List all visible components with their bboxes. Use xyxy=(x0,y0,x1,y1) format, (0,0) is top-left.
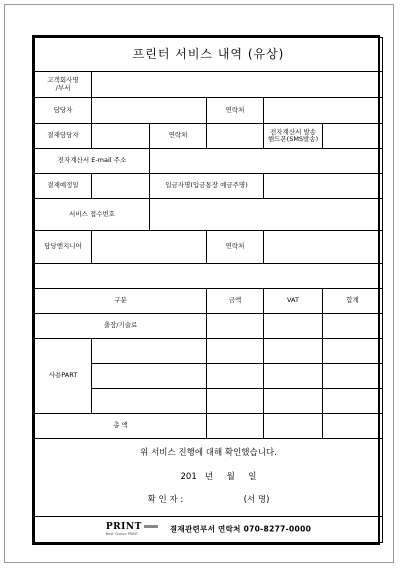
service-receipt-label: 서비스 접수번호 xyxy=(35,199,150,231)
engineer-contact-field[interactable] xyxy=(264,231,383,264)
confirmation-date[interactable]: 201 년 월 일 xyxy=(180,471,257,482)
travel-fee-amount[interactable] xyxy=(207,314,264,339)
signature-field[interactable]: (서 명) xyxy=(243,495,270,506)
print-logo-text: PRINT xyxy=(105,521,142,532)
parts-item-3[interactable] xyxy=(92,389,207,414)
confirmer-label: 확 인 자 : xyxy=(147,495,184,506)
travel-fee-total[interactable] xyxy=(323,314,383,339)
form-title-text: 프린터 서비스 내역 (유상) xyxy=(132,46,285,61)
parts-vat-1[interactable] xyxy=(264,339,323,364)
footer-contact: 결재관련부서 연락처 070-8277-0000 xyxy=(169,524,312,534)
form-title xyxy=(35,38,383,72)
payment-contact-label: 연락처 xyxy=(150,124,207,149)
document-page xyxy=(4,4,394,563)
depositor-field[interactable] xyxy=(264,174,383,199)
payment-contact-field[interactable] xyxy=(207,124,264,149)
engineer-contact-label: 연락처 xyxy=(207,231,264,264)
header-total: 합계 xyxy=(323,289,383,314)
manager-contact-field[interactable] xyxy=(264,98,383,124)
manager-field[interactable] xyxy=(92,98,207,124)
payment-date-field[interactable] xyxy=(92,174,150,199)
parts-vat-2[interactable] xyxy=(264,364,323,389)
manager-label: 담당자 xyxy=(35,98,92,124)
confirmation-signer-line xyxy=(35,496,382,506)
tax-invoice-phone-field[interactable] xyxy=(323,124,383,149)
confirmation-section xyxy=(35,439,383,517)
parts-total-1[interactable] xyxy=(323,339,383,364)
depositor-label: 입금자명(입금통장 예금주명) xyxy=(150,174,264,199)
manager-contact-label: 연락처 xyxy=(207,98,264,124)
footer xyxy=(35,517,383,543)
parts-total-2[interactable] xyxy=(323,364,383,389)
parts-total-3[interactable] xyxy=(323,389,383,414)
parts-amount-3[interactable] xyxy=(207,389,264,414)
spacer-row xyxy=(35,264,383,289)
logo-bar-icon xyxy=(144,525,158,528)
payment-manager-field[interactable] xyxy=(92,124,150,149)
parts-amount-2[interactable] xyxy=(207,364,264,389)
total-vat[interactable] xyxy=(264,414,323,439)
total-sum[interactable] xyxy=(323,414,383,439)
payment-manager-label: 결재담당자 xyxy=(35,124,92,149)
parts-item-2[interactable] xyxy=(92,364,207,389)
header-amount: 금액 xyxy=(207,289,264,314)
travel-fee-label: 출장/기술료 xyxy=(35,314,207,339)
confirmation-statement: 위 서비스 진행에 대해 확인했습니다. xyxy=(140,447,277,458)
header-vat: VAT xyxy=(264,289,323,314)
tax-invoice-email-field[interactable] xyxy=(150,149,383,174)
tax-invoice-phone-label: 전자계산서 발송 핸드폰(SMS발송) xyxy=(264,124,323,149)
print-logo xyxy=(106,523,158,537)
service-form-table xyxy=(34,37,383,543)
tax-invoice-email-label: 전자계산서 E-mail 주소 xyxy=(35,149,150,174)
travel-fee-vat[interactable] xyxy=(264,314,323,339)
print-logo-subtext: Best Choice PRINT xyxy=(105,531,139,536)
company-label: 고객회사명 /부서 xyxy=(35,72,92,98)
service-form xyxy=(32,35,380,545)
total-amount[interactable] xyxy=(207,414,264,439)
engineer-label: 담당엔지니어 xyxy=(35,231,92,264)
engineer-field[interactable] xyxy=(92,231,207,264)
parts-item-1[interactable] xyxy=(92,339,207,364)
total-label: 총 액 xyxy=(35,414,207,439)
company-field[interactable] xyxy=(92,72,383,98)
parts-vat-3[interactable] xyxy=(264,389,323,414)
header-category: 구분 xyxy=(35,289,207,314)
parts-label: 사용PART xyxy=(35,339,92,414)
payment-date-label: 결재예정일 xyxy=(35,174,92,199)
parts-amount-1[interactable] xyxy=(207,339,264,364)
service-receipt-field[interactable] xyxy=(150,199,383,231)
